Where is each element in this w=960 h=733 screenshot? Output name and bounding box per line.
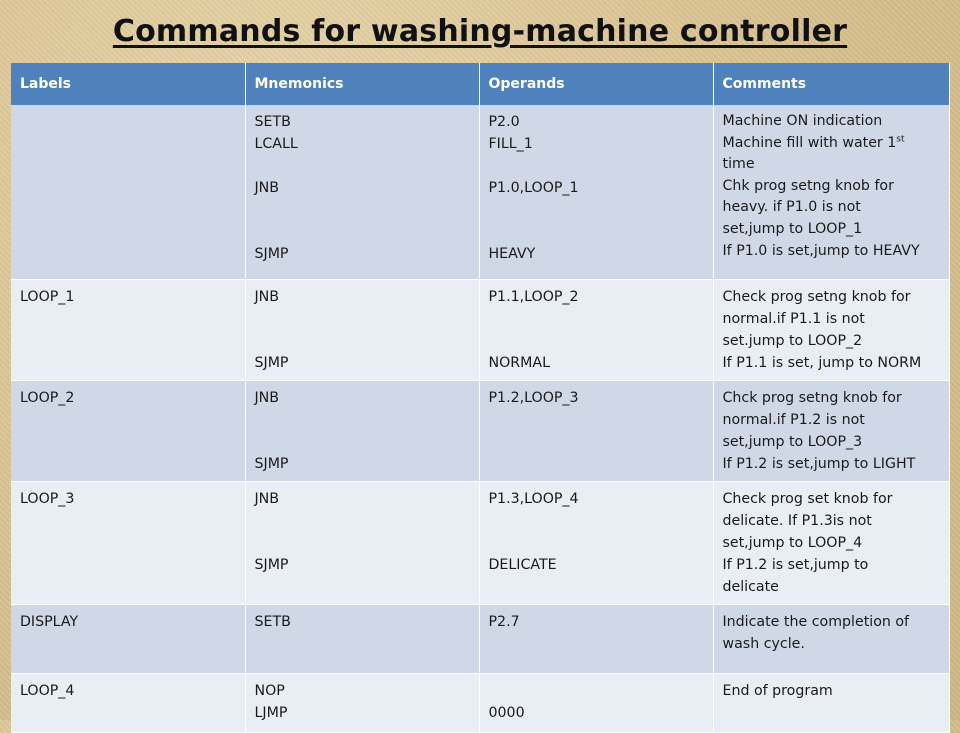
operand	[489, 308, 705, 330]
cell-label: LOOP_4	[11, 674, 245, 733]
cell-mnemonics	[245, 381, 479, 482]
mnemonic	[255, 308, 471, 330]
cell-mnemonics	[245, 482, 479, 605]
operand: P2.7	[488, 614, 520, 630]
comment-line: Machine ON indication	[722, 113, 883, 129]
mnemonic	[255, 199, 471, 221]
mnemonic	[255, 532, 471, 554]
comment-line: time	[722, 156, 755, 173]
cell-operands	[479, 482, 713, 605]
mnemonic	[255, 155, 471, 177]
operand	[489, 330, 705, 352]
operand: NORMAL	[488, 355, 550, 371]
operand	[489, 199, 705, 221]
operand	[489, 155, 705, 177]
operand	[489, 510, 705, 532]
operand: P2.0	[488, 114, 520, 130]
comment-line: If P1.1 is set, jump to NORM	[722, 355, 922, 371]
comment-line: normal.if P1.2 is not	[722, 412, 865, 428]
mnemonic: JNB	[254, 180, 280, 196]
comment-line: Chk prog setng knob for	[722, 177, 894, 194]
cell-mnemonics	[245, 605, 479, 674]
mnemonic	[255, 221, 471, 243]
mnemonic: SJMP	[254, 355, 289, 371]
cell-operands	[479, 105, 713, 280]
cell-mnemonics	[245, 280, 479, 381]
mnemonic	[255, 330, 471, 352]
table-header-row	[11, 63, 949, 105]
operand: DELICATE	[488, 557, 557, 573]
comment-line: If P1.2 is set,jump to	[722, 557, 869, 573]
cell-operands	[479, 381, 713, 482]
cell-label: LOOP_3	[11, 482, 245, 605]
comment-line: set,jump to LOOP_1	[722, 220, 863, 237]
comment-line: set,jump to LOOP_4	[722, 535, 863, 551]
mnemonic: SETB	[254, 114, 291, 130]
mnemonic: SJMP	[254, 557, 289, 573]
table-row	[11, 381, 949, 482]
comment-line: If P1.0 is set,jump to HEAVY	[722, 242, 920, 259]
table-row	[11, 674, 949, 733]
cell-label: LOOP_2	[11, 381, 245, 482]
cell-operands	[479, 605, 713, 674]
mnemonic: JNB	[254, 390, 280, 406]
operand: P1.2,LOOP_3	[488, 390, 579, 406]
mnemonic	[255, 409, 471, 431]
cell-comments	[713, 482, 949, 605]
operand	[489, 532, 705, 554]
comment-line: set,jump to LOOP_3	[722, 434, 863, 450]
comment-line: Check prog setng knob for	[722, 289, 911, 305]
cell-label	[11, 105, 245, 280]
cell-comments	[713, 381, 949, 482]
operand	[489, 221, 705, 243]
comment-text: Machine fill with water 1	[722, 134, 897, 151]
mnemonic: JNB	[254, 289, 280, 305]
cell-comments	[713, 105, 949, 280]
mnemonic: JNB	[254, 491, 280, 507]
cell-mnemonics	[245, 674, 479, 733]
comment-line: normal.if P1.1 is not	[722, 311, 865, 327]
mnemonic: LCALL	[254, 136, 298, 152]
mnemonic: SJMP	[254, 246, 289, 262]
superscript: st	[896, 133, 905, 144]
mnemonic: LJMP	[254, 705, 288, 721]
operand	[489, 680, 705, 702]
operand: P1.1,LOOP_2	[488, 289, 579, 305]
mnemonic: SJMP	[254, 456, 289, 472]
comment-line: delicate	[722, 579, 779, 595]
comment-line: wash cycle.	[722, 636, 805, 652]
table-row	[11, 280, 949, 381]
mnemonic: SETB	[254, 614, 291, 630]
cell-label: DISPLAY	[11, 605, 245, 674]
header-mnemonics: Mnemonics	[245, 63, 479, 105]
table-row	[11, 482, 949, 605]
comment-line: Indicate the completion of	[722, 614, 910, 630]
comment-line: If P1.2 is set,jump to LIGHT	[722, 456, 916, 472]
comment-line: heavy. if P1.0 is not	[722, 199, 861, 216]
cell-operands	[479, 280, 713, 381]
comment-line: Chck prog setng knob for	[722, 390, 902, 406]
cell-comments	[713, 280, 949, 381]
commands-table	[11, 63, 950, 733]
operand: FILL_1	[488, 136, 533, 152]
operand: P1.0,LOOP_1	[488, 180, 579, 196]
comment-line: set.jump to LOOP_2	[722, 333, 863, 349]
cell-comments	[713, 674, 949, 733]
comment-line: End of program	[722, 683, 833, 699]
cell-label: LOOP_1	[11, 280, 245, 381]
cell-operands	[479, 674, 713, 733]
cell-mnemonics	[245, 105, 479, 280]
mnemonic	[255, 431, 471, 453]
header-comments: Comments	[713, 63, 949, 105]
table-row	[11, 605, 949, 674]
header-labels: Labels	[11, 63, 245, 105]
cell-comments	[713, 605, 949, 674]
comment-line	[723, 133, 945, 155]
page-title: Commands for washing-machine controller	[112, 14, 848, 49]
comment-line: Check prog set knob for	[722, 491, 893, 507]
operand: P1.3,LOOP_4	[488, 491, 579, 507]
operand: HEAVY	[488, 246, 536, 262]
table-row	[11, 105, 949, 280]
operand: 0000	[488, 705, 525, 721]
header-operands: Operands	[479, 63, 713, 105]
mnemonic: NOP	[254, 683, 285, 699]
comment-line: delicate. If P1.3is not	[722, 513, 872, 529]
mnemonic	[255, 510, 471, 532]
